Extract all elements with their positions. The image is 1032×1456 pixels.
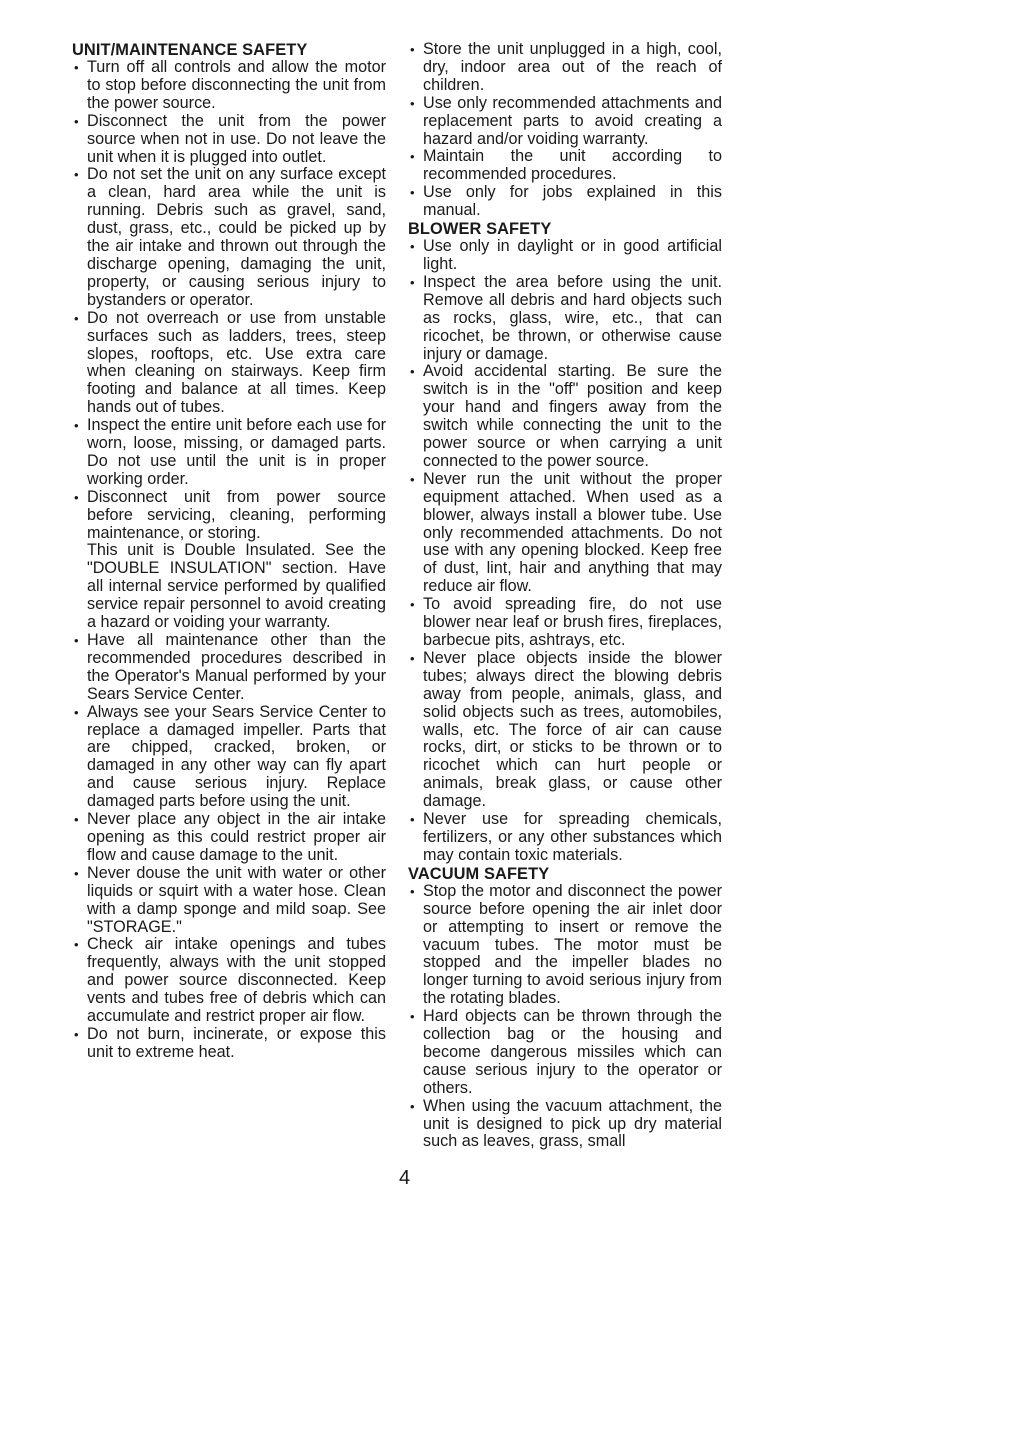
list-item: • Do not overreach or use from unstable surfaces such as ladders, trees, steep slopes, rooftops, etc. Use extra care when cleaning on stairways. Keep firm footing and balance at all times. Keep hands out of tubes. [72, 310, 386, 417]
list-item: • Turn off all controls and allow the motor to stop before disconnecting the unit from the power source. [72, 59, 386, 113]
list-item: • Disconnect the unit from the power source when not in use. Do not leave the unit when it is plugged into outlet. [72, 113, 386, 167]
unit-maintenance-list-continued [72, 632, 386, 1062]
list-item: • Avoid accidental starting. Be sure the switch is in the "off" position and keep your hand and fingers away from the switch while connecting the unit to the power source or when carrying a unit connected to the power source. [408, 363, 722, 470]
list-item: • Never place objects inside the blower tubes; always direct the blowing debris away from people, animals, glass, and solid objects such as trees, automobiles, walls, etc. The force of air can cause rocks, dirt, or sticks to be thrown or to ricochet which can hurt people or animals, break glass, or cause other damage. [408, 650, 722, 811]
list-item: • Use only recommended attachments and replacement parts to avoid creating a hazard and/or voiding warranty. [408, 95, 722, 149]
vacuum-safety-heading: VACUUM SAFETY [408, 864, 550, 883]
list-item: • Use only in daylight or in good artificial light. [408, 238, 722, 274]
maintenance-list-continued [408, 41, 722, 220]
list-item: • Inspect the entire unit before each use for worn, loose, missing, or damaged parts. Do not use until the unit is in proper working order. [72, 417, 386, 489]
list-item: • Store the unit unplugged in a high, cool, dry, indoor area out of the reach of children. [408, 41, 722, 95]
list-item: • Check air intake openings and tubes frequently, always with the unit stopped and power source disconnected. Keep vents and tubes free of debris which can accumulate and restrict proper air flow. [72, 936, 386, 1026]
list-item: • Never place any object in the air intake opening as this could restrict proper air flow and cause damage to the unit. [72, 811, 386, 865]
list-item: • To avoid spreading fire, do not use blower near leaf or brush fires, fireplaces, barbecue pits, ashtrays, etc. [408, 596, 722, 650]
page-number: 4 [399, 1167, 411, 1189]
list-item: • Maintain the unit according to recommended procedures. [408, 148, 722, 184]
list-item: • Do not set the unit on any surface except a clean, hard area while the unit is running. Debris such as gravel, sand, dust, grass, etc., could be picked up by the air intake and thrown out through the discharge opening, damaging the unit, property, or causing serious injury to bystanders or operator. [72, 166, 386, 309]
double-insulation-note: This unit is Double Insulated. See the "DOUBLE INSULATION" section. Have all internal service performed by qualified service repair personnel to avoid creating a hazard or voiding your warranty. [87, 541, 386, 632]
list-item: • Never run the unit without the proper equipment attached. When used as a blower, always install a blower tube. Use only recommended attachments. Do not use with any opening blocked. Keep free of dust, lint, hair and anything that may reduce air flow. [408, 471, 722, 596]
list-item: • Do not burn, incinerate, or expose this unit to extreme heat. [72, 1026, 386, 1062]
list-item: • Never douse the unit with water or other liquids or squirt with a water hose. Clean with a damp sponge and mild soap. See "STORAGE." [72, 865, 386, 937]
list-item: • When using the vacuum attachment, the unit is designed to pick up dry material such as leaves, grass, small [408, 1098, 722, 1152]
unit-maintenance-list [72, 59, 386, 542]
list-item: • Never use for spreading chemicals, fertilizers, or any other substances which may contain toxic materials. [408, 811, 722, 865]
list-item: • Have all maintenance other than the recommended procedures described in the Operator's Manual performed by your Sears Service Center. [72, 632, 386, 704]
list-item: • Use only for jobs explained in this manual. [408, 184, 722, 220]
list-item: • Disconnect unit from power source before servicing, cleaning, performing maintenance, or storing. [72, 489, 386, 543]
right-column [408, 41, 722, 1151]
blower-safety-heading: BLOWER SAFETY [408, 220, 552, 239]
list-item: • Stop the motor and disconnect the power source before opening the air inlet door or attempting to insert or remove the vacuum tubes. The motor must be stopped and the impeller blades no longer turning to avoid serious injury from the rotating blades. [408, 883, 722, 1008]
vacuum-safety-list [408, 883, 722, 1152]
unit-maintenance-safety-heading: UNIT/MAINTENANCE SAFETY [72, 41, 308, 59]
list-item: • Inspect the area before using the unit. Remove all debris and hard objects such as rocks, glass, wire, etc., that can ricochet, be thrown, or otherwise cause injury or damage. [408, 274, 722, 364]
list-item: • Always see your Sears Service Center to replace a damaged impeller. Parts that are chipped, cracked, broken, or damaged in any other way can fly apart and cause serious injury. Replace damaged parts before using the unit. [72, 704, 386, 811]
list-item: • Hard objects can be thrown through the collection bag or the housing and become dangerous missiles which can cause serious injury to the operator or others. [408, 1008, 722, 1098]
blower-safety-list [408, 238, 722, 865]
left-column [72, 41, 386, 1062]
